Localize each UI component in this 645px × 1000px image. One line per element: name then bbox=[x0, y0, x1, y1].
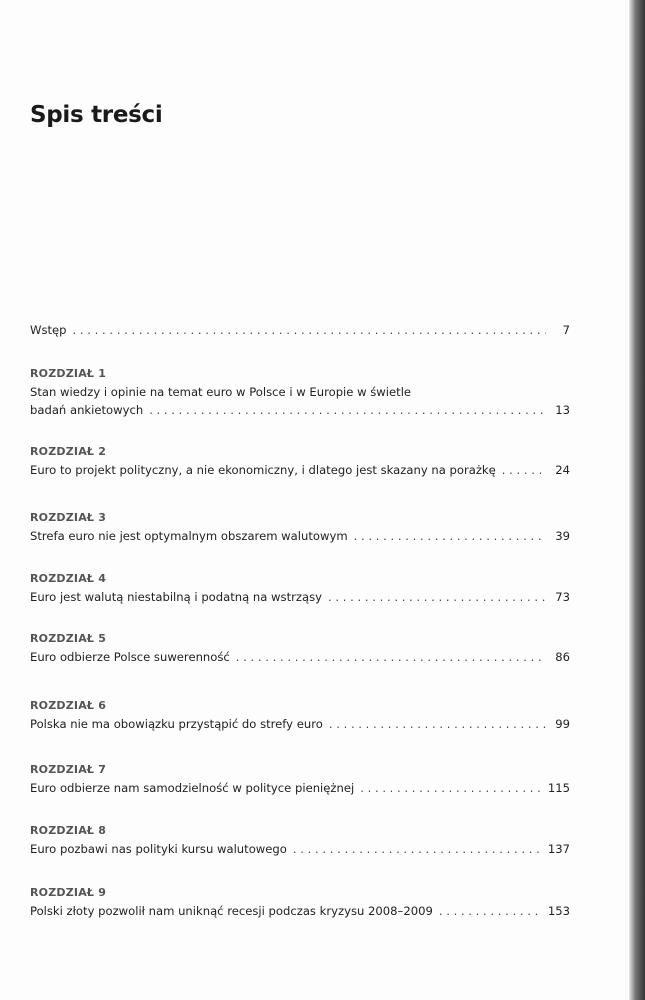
page-number: 115 bbox=[547, 781, 570, 795]
page-number: 39 bbox=[555, 529, 570, 543]
leader-dots bbox=[73, 321, 546, 339]
page-number: 7 bbox=[562, 323, 570, 337]
toc-entry-chapter-2 bbox=[30, 443, 570, 479]
entry-title: Euro to projekt polityczny, a nie ekonomiczny, i dlatego jest skazany na porażkę bbox=[30, 463, 496, 477]
toc-entry-chapter-4 bbox=[30, 570, 570, 606]
leader-dots bbox=[149, 401, 546, 419]
toc-entry-intro bbox=[30, 321, 570, 339]
leader-dots bbox=[236, 648, 546, 666]
entry-title: Strefa euro nie jest optymalnym obszarem walutowym bbox=[30, 529, 348, 543]
page-number: 13 bbox=[555, 403, 570, 417]
chapter-heading: ROZDZIAŁ 9 bbox=[30, 886, 107, 899]
entry-title: Polska nie ma obowiązku przystąpić do strefy euro bbox=[30, 717, 323, 731]
chapter-heading: ROZDZIAŁ 3 bbox=[30, 511, 107, 524]
entry-title: Euro jest walutą niestabilną i podatną na wstrząsy bbox=[30, 590, 322, 604]
entry-title: Polski złoty pozwolił nam uniknąć recesji podczas kryzysu 2008–2009 bbox=[30, 904, 433, 918]
chapter-heading: ROZDZIAŁ 7 bbox=[30, 763, 107, 776]
entry-title: badań ankietowych bbox=[30, 403, 144, 417]
entry-title: Wstęp bbox=[30, 323, 67, 337]
toc-entry-chapter-7 bbox=[30, 761, 570, 797]
chapter-heading: ROZDZIAŁ 2 bbox=[30, 445, 107, 458]
page-number: 86 bbox=[555, 650, 570, 664]
page-number: 73 bbox=[555, 590, 570, 604]
entry-title: Euro pozbawi nas polityki kursu walutowego bbox=[30, 842, 287, 856]
chapter-heading: ROZDZIAŁ 8 bbox=[30, 824, 107, 837]
toc-entry-chapter-6 bbox=[30, 697, 570, 733]
page-title: Spis treści bbox=[30, 102, 163, 128]
page-number: 137 bbox=[547, 842, 570, 856]
page-number: 153 bbox=[547, 904, 570, 918]
entry-title-line: Stan wiedzy i opinie na temat euro w Polsce i w Europie w świetle bbox=[30, 385, 412, 399]
page-number: 99 bbox=[555, 717, 570, 731]
page-number: 24 bbox=[555, 463, 570, 477]
chapter-heading: ROZDZIAŁ 4 bbox=[30, 572, 107, 585]
toc-entry-chapter-5 bbox=[30, 630, 570, 666]
toc-entry-chapter-8 bbox=[30, 822, 570, 858]
leader-dots bbox=[354, 527, 546, 545]
chapter-heading: ROZDZIAŁ 5 bbox=[30, 632, 107, 645]
leader-dots bbox=[328, 588, 546, 606]
entry-title: Euro odbierze nam samodzielność w polityce pieniężnej bbox=[30, 781, 355, 795]
leader-dots bbox=[439, 902, 542, 920]
page-edge-shadow bbox=[629, 0, 645, 1000]
leader-dots bbox=[293, 840, 542, 858]
leader-dots bbox=[360, 779, 542, 797]
leader-dots bbox=[502, 461, 546, 479]
toc-entry-chapter-3 bbox=[30, 509, 570, 545]
chapter-heading: ROZDZIAŁ 1 bbox=[30, 367, 107, 380]
toc-entry-chapter-1 bbox=[30, 365, 570, 419]
toc-entry-chapter-9 bbox=[30, 884, 570, 920]
entry-title: Euro odbierze Polsce suwerenność bbox=[30, 650, 230, 664]
leader-dots bbox=[329, 715, 546, 733]
chapter-heading: ROZDZIAŁ 6 bbox=[30, 699, 107, 712]
